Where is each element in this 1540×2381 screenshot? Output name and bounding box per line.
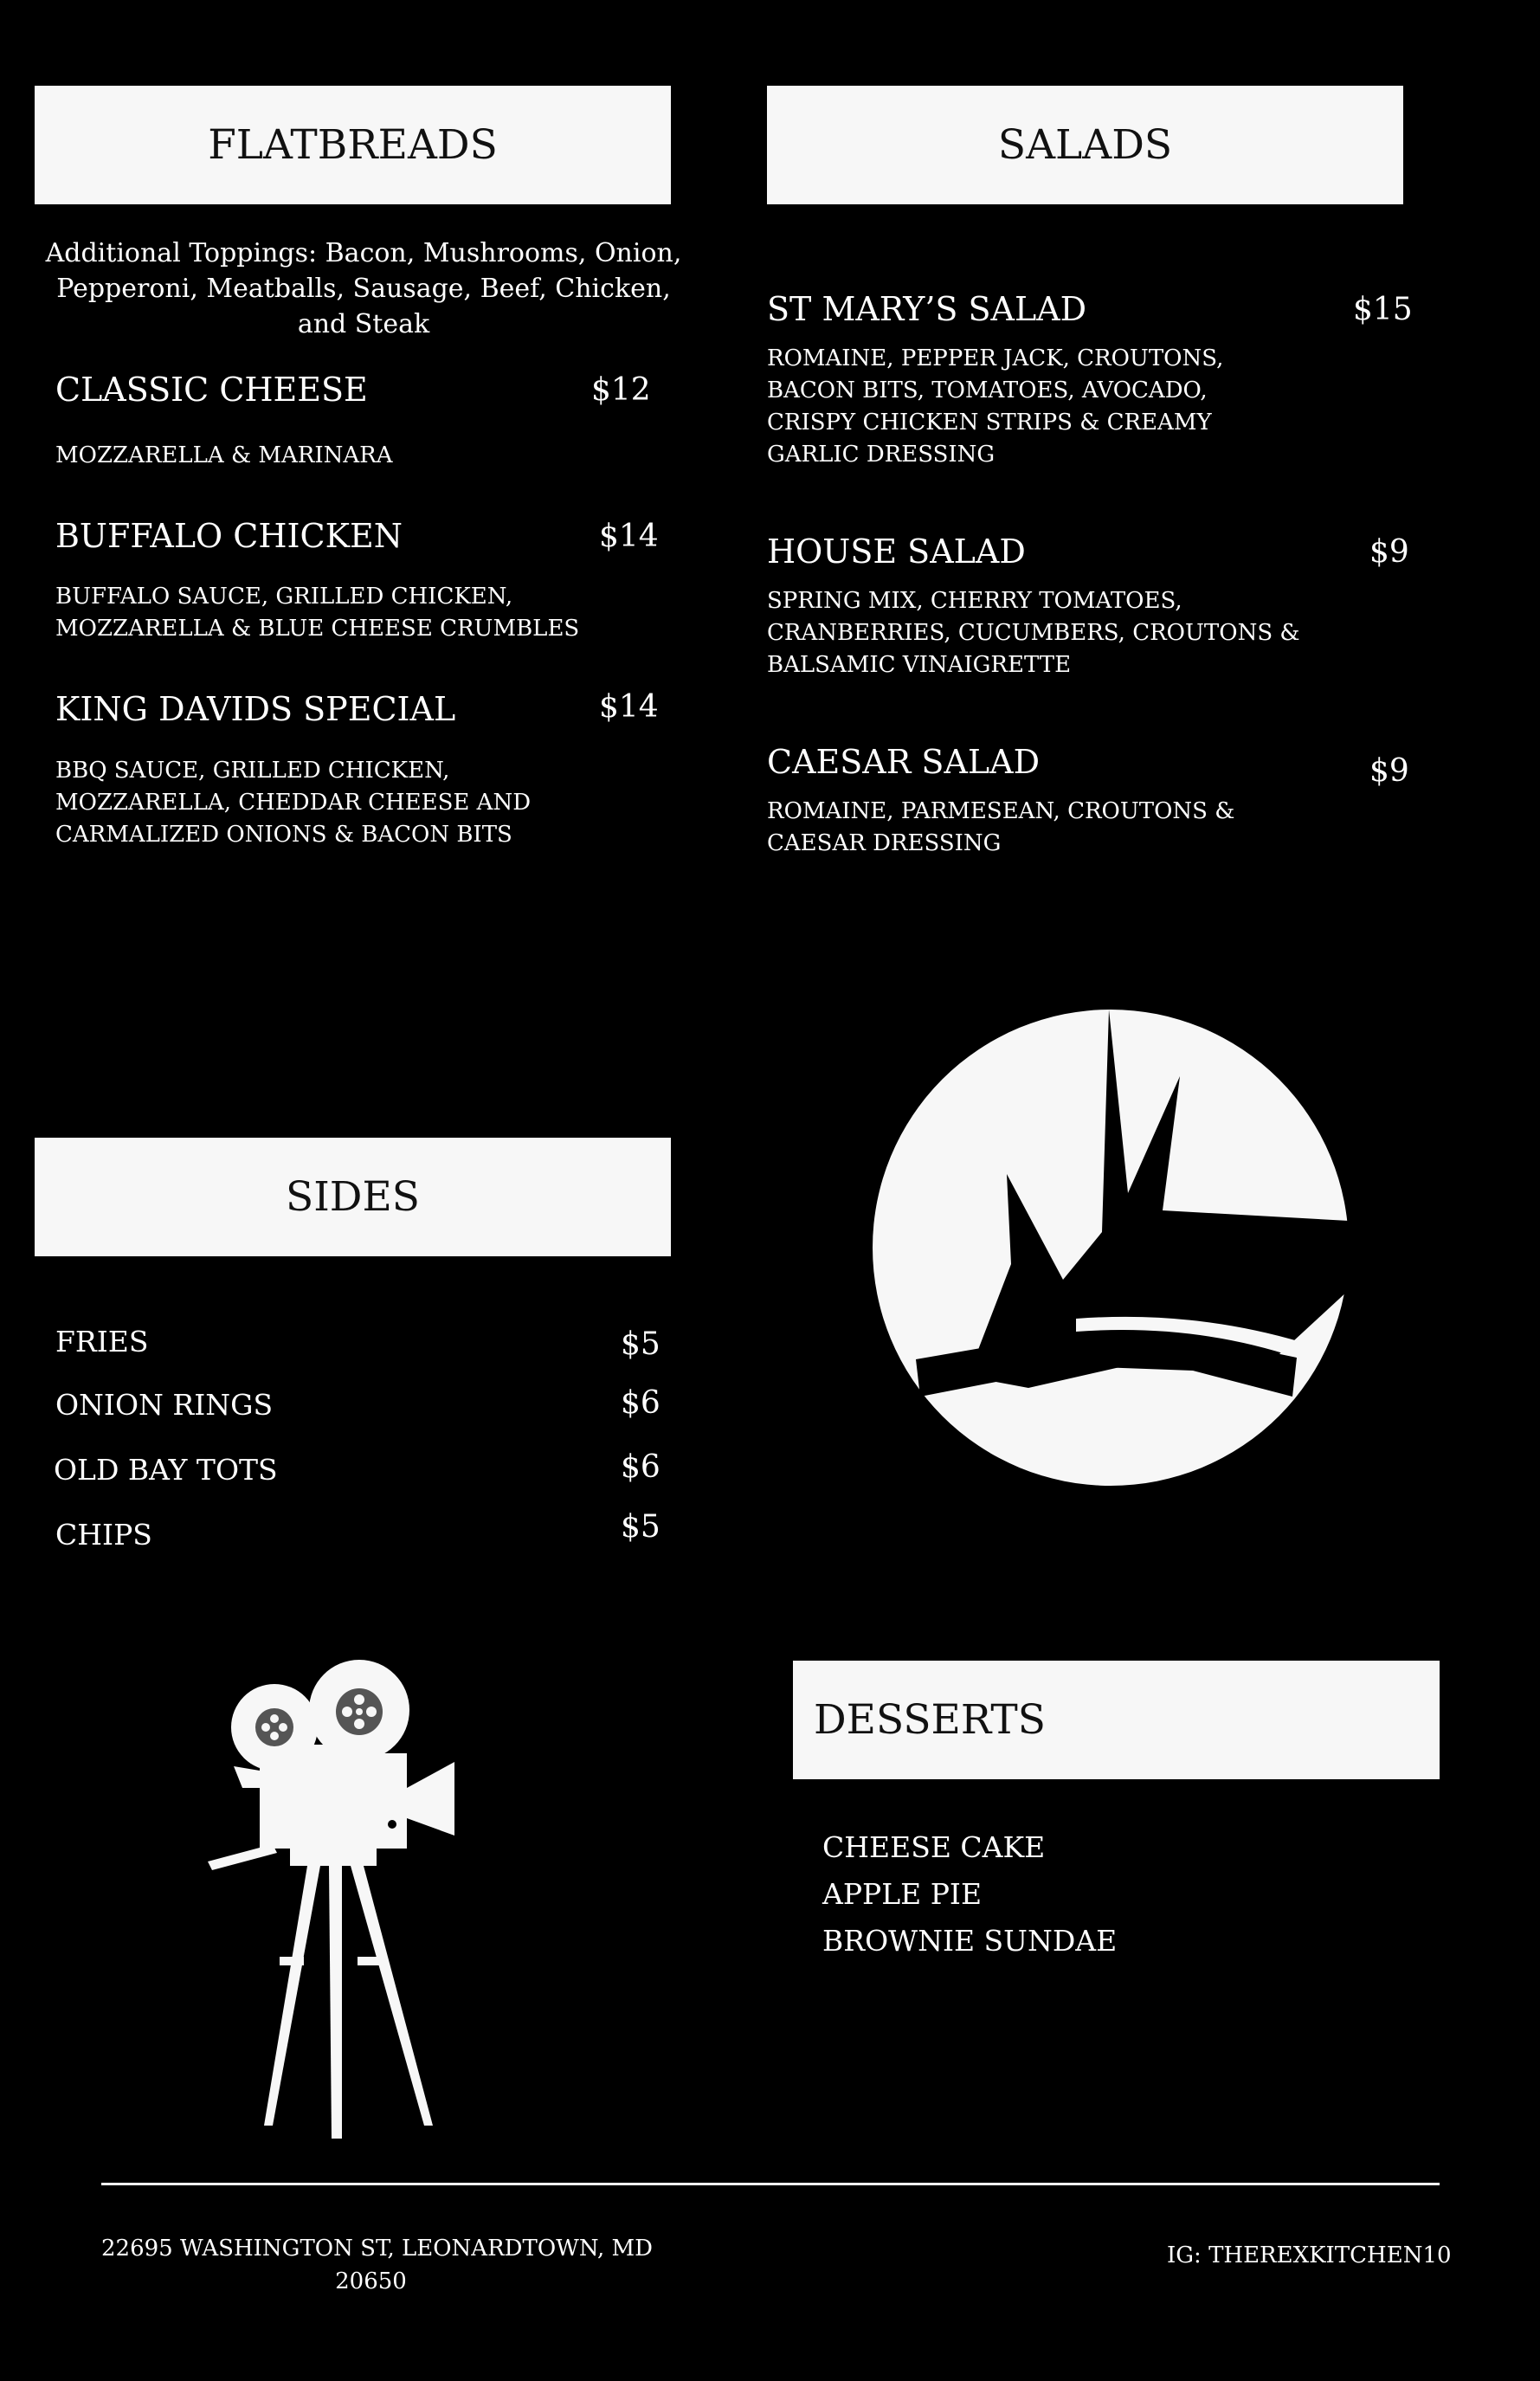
dessert-item: BROWNIE SUNDAE bbox=[822, 1924, 1118, 1958]
desserts-header bbox=[793, 1661, 1440, 1779]
salads-header-label: SALADS bbox=[997, 121, 1173, 169]
address-line: 22695 WASHINGTON ST, LEONARDTOWN, MD bbox=[101, 2236, 653, 2262]
footer-divider bbox=[101, 2183, 1440, 2185]
desc-line: CAESAR DRESSING bbox=[767, 830, 1002, 856]
flatbread-item-name: BUFFALO CHICKEN bbox=[55, 517, 403, 555]
flatbread-item-name: KING DAVIDS SPECIAL bbox=[55, 690, 456, 728]
side-item-price: $5 bbox=[621, 1326, 660, 1362]
flatbread-item-name: CLASSIC CHEESE bbox=[55, 371, 368, 409]
desc-line: MOZZARELLA & MARINARA bbox=[55, 442, 393, 468]
side-item-price: $5 bbox=[621, 1509, 660, 1545]
desc-line: SPRING MIX, CHERRY TOMATOES, bbox=[767, 588, 1182, 614]
dessert-item: CHEESE CAKE bbox=[822, 1830, 1046, 1864]
flatbread-item-price: $12 bbox=[591, 372, 651, 408]
footer-address bbox=[101, 2232, 653, 2298]
desc-line: BUFFALO SAUCE, GRILLED CHICKEN, bbox=[55, 584, 513, 610]
desc-line: BBQ SAUCE, GRILLED CHICKEN, bbox=[55, 758, 450, 784]
side-item-name: ONION RINGS bbox=[55, 1388, 274, 1422]
desc-line: CRANBERRIES, CUCUMBERS, CROUTONS & bbox=[767, 620, 1300, 646]
salads-header bbox=[767, 86, 1403, 204]
sides-header-label: SIDES bbox=[286, 1173, 420, 1221]
side-item-price: $6 bbox=[621, 1385, 660, 1421]
desc-line: MOZZARELLA & BLUE CHEESE CRUMBLES bbox=[55, 616, 580, 642]
salad-item-desc bbox=[767, 796, 1234, 860]
footer-instagram: IG: THEREXKITCHEN10 bbox=[1167, 2242, 1452, 2268]
side-item-name: OLD BAY TOTS bbox=[54, 1453, 278, 1487]
desc-line: ROMAINE, PEPPER JACK, CROUTONS, bbox=[767, 345, 1224, 371]
crown-logo-icon bbox=[864, 1003, 1354, 1493]
flatbread-item-desc bbox=[55, 755, 531, 851]
sides-header bbox=[35, 1138, 671, 1256]
side-item-name: FRIES bbox=[55, 1325, 149, 1358]
desc-line: BALSAMIC VINAIGRETTE bbox=[767, 652, 1072, 678]
desc-line: BACON BITS, TOMATOES, AVOCADO, bbox=[767, 377, 1208, 403]
salad-item-desc bbox=[767, 343, 1223, 471]
desserts-header-label: DESSERTS bbox=[814, 1696, 1046, 1744]
salad-item-price: $9 bbox=[1369, 753, 1409, 789]
side-item-name: CHIPS bbox=[55, 1518, 152, 1552]
dessert-item: APPLE PIE bbox=[822, 1877, 983, 1911]
salad-item-price: $15 bbox=[1353, 292, 1413, 327]
salad-item-name: CAESAR SALAD bbox=[767, 743, 1041, 781]
desc-line: CARMALIZED ONIONS & BACON BITS bbox=[55, 822, 512, 848]
flatbread-item-desc bbox=[55, 440, 393, 472]
salad-item-price: $9 bbox=[1369, 534, 1409, 570]
desc-line: MOZZARELLA, CHEDDAR CHEESE AND bbox=[55, 790, 532, 816]
desc-line: GARLIC DRESSING bbox=[767, 442, 996, 468]
salad-item-name: HOUSE SALAD bbox=[767, 532, 1026, 571]
movie-camera-icon bbox=[203, 1658, 463, 2143]
flatbreads-header bbox=[35, 86, 671, 204]
desc-line: ROMAINE, PARMESEAN, CROUTONS & bbox=[767, 798, 1235, 824]
salad-item-name: ST MARY’S SALAD bbox=[767, 290, 1087, 328]
side-item-price: $6 bbox=[621, 1449, 660, 1485]
flatbread-item-desc bbox=[55, 581, 579, 645]
address-postal: 20650 bbox=[335, 2268, 407, 2294]
flatbreads-header-label: FLATBREADS bbox=[208, 121, 498, 169]
desc-line: CRISPY CHICKEN STRIPS & CREAMY bbox=[767, 410, 1212, 436]
flatbread-item-price: $14 bbox=[599, 689, 659, 725]
salad-item-desc bbox=[767, 585, 1300, 681]
flatbread-item-price: $14 bbox=[599, 519, 659, 554]
flatbreads-toppings-note: Additional Toppings: Bacon, Mushrooms, Onion, Pepperoni, Meatballs, Sausage, Beef, Chicken, and Steak bbox=[45, 238, 682, 339]
